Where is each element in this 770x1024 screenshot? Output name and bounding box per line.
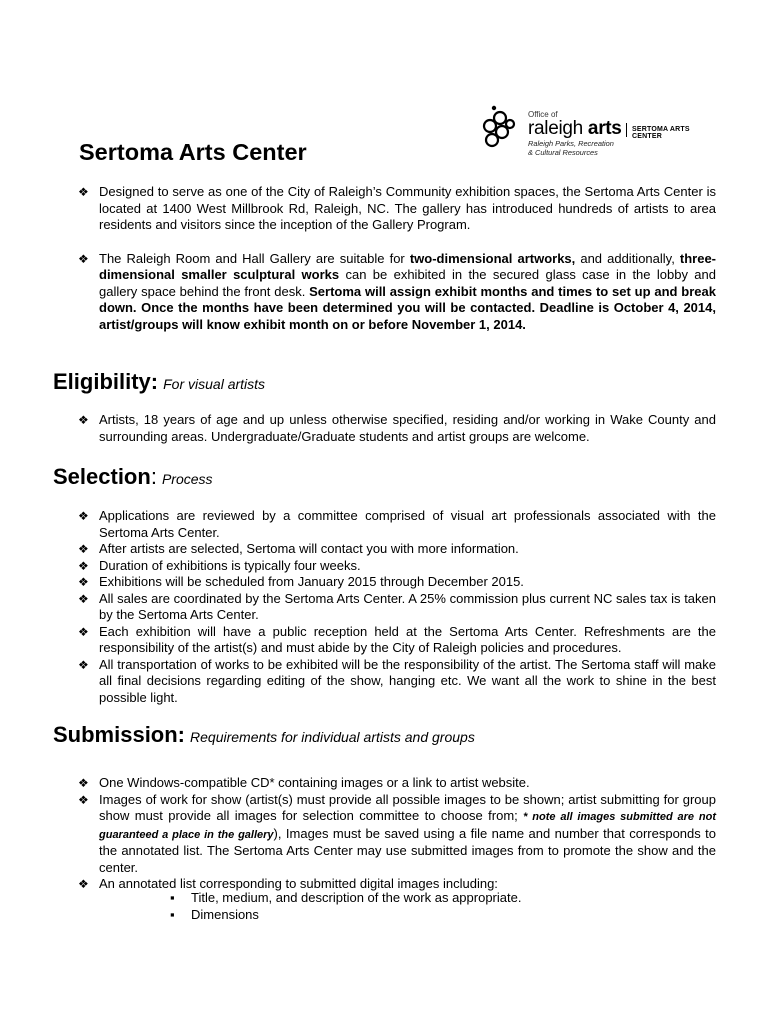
submission-list [78, 775, 716, 893]
submission-item-cont: ), Images must be saved using a file name and number that corresponds to the annotated list. The Sertoma Arts Center may use submitted images from to promote the show and the center. [99, 825, 717, 875]
eligibility-list [78, 412, 716, 445]
submission-heading-text: Submission: [53, 722, 186, 747]
submission-sub-item: Title, medium, and description of the work as appropriate. [191, 890, 522, 905]
selection-item: After artists are selected, Sertoma will contact you with more information. [99, 541, 519, 556]
list-item [170, 890, 521, 907]
intro-text: and additionally, [575, 250, 680, 266]
square-bullet-icon: ▪ [170, 906, 175, 922]
selection-item: All transportation of works to be exhibited will be the responsibility of the artist. The Sertoma staff will make all final decisions regarding editing of the show, hanging etc. We want all the work to shine in the best possible light. [99, 656, 716, 705]
selection-colon: : [150, 464, 157, 489]
logo-parks [528, 140, 614, 157]
intro-list [78, 184, 716, 333]
list-item [78, 508, 716, 541]
list-item [78, 624, 716, 657]
page-title: Sertoma Arts Center [79, 139, 307, 165]
intro-bold: two-dimensional artworks, [409, 250, 576, 266]
selection-heading-text: Selection [53, 464, 151, 489]
intro-bold: three-dimensional smaller sculptural works [99, 250, 717, 282]
selection-item: All sales are coordinated by the Sertoma Arts Center. A 25% commission plus current NC sales tax is taken by the Sertoma Arts Center. [99, 590, 716, 622]
bullet-icon: ❖ [78, 251, 89, 266]
bullet-icon: ❖ [78, 575, 89, 589]
square-bullet-icon: ▪ [170, 890, 175, 905]
raleigh-arts-logo-mark-icon [480, 98, 526, 154]
bullet-icon: ❖ [78, 413, 89, 427]
list-item [78, 558, 716, 575]
list-item [78, 591, 716, 624]
submission-sub-item: Dimensions [191, 906, 259, 922]
eligibility-heading-text: Eligibility: [53, 369, 159, 394]
submission-subheading: Requirements for individual artists and groups [190, 729, 475, 745]
selection-item: Applications are reviewed by a committee comprised of visual art professionals associated with the Sertoma Arts Center. [99, 508, 716, 540]
bullet-icon: ❖ [78, 185, 89, 199]
logo-office-of: Office of [528, 110, 558, 119]
bullet-icon: ❖ [78, 624, 89, 639]
bullet-icon: ❖ [78, 591, 89, 606]
bullet-icon: ❖ [78, 657, 89, 672]
selection-item: Duration of exhibitions is typically four weeks. [99, 557, 361, 573]
bullet-icon: ❖ [78, 509, 89, 523]
list-item [170, 907, 521, 924]
list-item [78, 541, 716, 558]
intro-text: The Raleigh Room and Hall Gallery are suitable for [99, 250, 410, 266]
logo-sertoma: SERTOMA ARTS CENTER [632, 126, 690, 140]
bullet-icon: ❖ [78, 877, 89, 891]
selection-item: Each exhibition will have a public reception held at the Sertoma Arts Center. Refreshments are the responsibility of the artist(s) and must abide by the City of Raleigh policies and procedures. [99, 623, 716, 655]
selection-subheading: Process [161, 471, 213, 487]
eligibility-item: Artists, 18 years of age and up unless otherwise specified, residing and/or working in Wake County and surrounding areas. Undergraduate/Graduate students and artist groups are welcome. [99, 412, 716, 444]
raleigh-arts-logo [480, 98, 720, 160]
submission-sub-list [170, 890, 521, 923]
bullet-icon: ❖ [78, 542, 89, 556]
logo-name [528, 118, 622, 140]
bullet-icon: ❖ [78, 558, 89, 573]
intro-bold: Sertoma will assign exhibit months and times to set up and break down. Once the months have been determined you will be contacted. Deadline is October 4, 2014, artist/groups will know exhibit month on or before November 1, 2014. [99, 283, 716, 332]
list-item [78, 574, 716, 591]
list-item [78, 251, 716, 334]
logo-parks-line2: & Cultural Resources [528, 147, 598, 157]
submission-heading [53, 722, 475, 748]
bullet-icon: ❖ [78, 792, 89, 807]
selection-list [78, 508, 716, 706]
logo-parks-line1: Raleigh Parks, Recreation [528, 139, 614, 148]
logo-divider [626, 123, 627, 137]
selection-item: Exhibitions will be scheduled from January 2015 through December 2015. [99, 574, 524, 589]
submission-item: Images of work for show (artist(s) must provide all possible images to be shown; artist submitting for group show must provide all images for selection committee to choose from; [99, 791, 716, 823]
logo-name-raleigh: raleigh [528, 118, 583, 139]
eligibility-subheading: For visual artists [163, 376, 266, 392]
eligibility-heading [53, 369, 265, 395]
list-item [78, 775, 716, 792]
logo-name-arts: arts [587, 118, 622, 139]
list-item [78, 412, 716, 445]
list-item [78, 657, 716, 707]
list-item [78, 792, 716, 877]
submission-item: An annotated list corresponding to submitted digital images including: [99, 876, 498, 891]
submission-note: * note all images submitted are not guaranteed a place in the gallery [99, 811, 716, 841]
selection-heading [53, 464, 213, 490]
intro-paragraph-1: Designed to serve as one of the City of Raleigh’s Community exhibition spaces, the Sertoma Arts Center is located at 1400 West Millbrook Rd, Raleigh, NC. The gallery has introduced hundreds of artists to area residents and visitors since the inception of the Gallery Program. [99, 184, 716, 232]
submission-item: One Windows-compatible CD* containing images or a link to artist website. [99, 775, 530, 790]
bullet-icon: ❖ [78, 776, 89, 790]
list-item [78, 184, 716, 234]
intro-text: can be exhibited in the secured glass case in the lobby and gallery space behind the front desk. [99, 267, 716, 299]
